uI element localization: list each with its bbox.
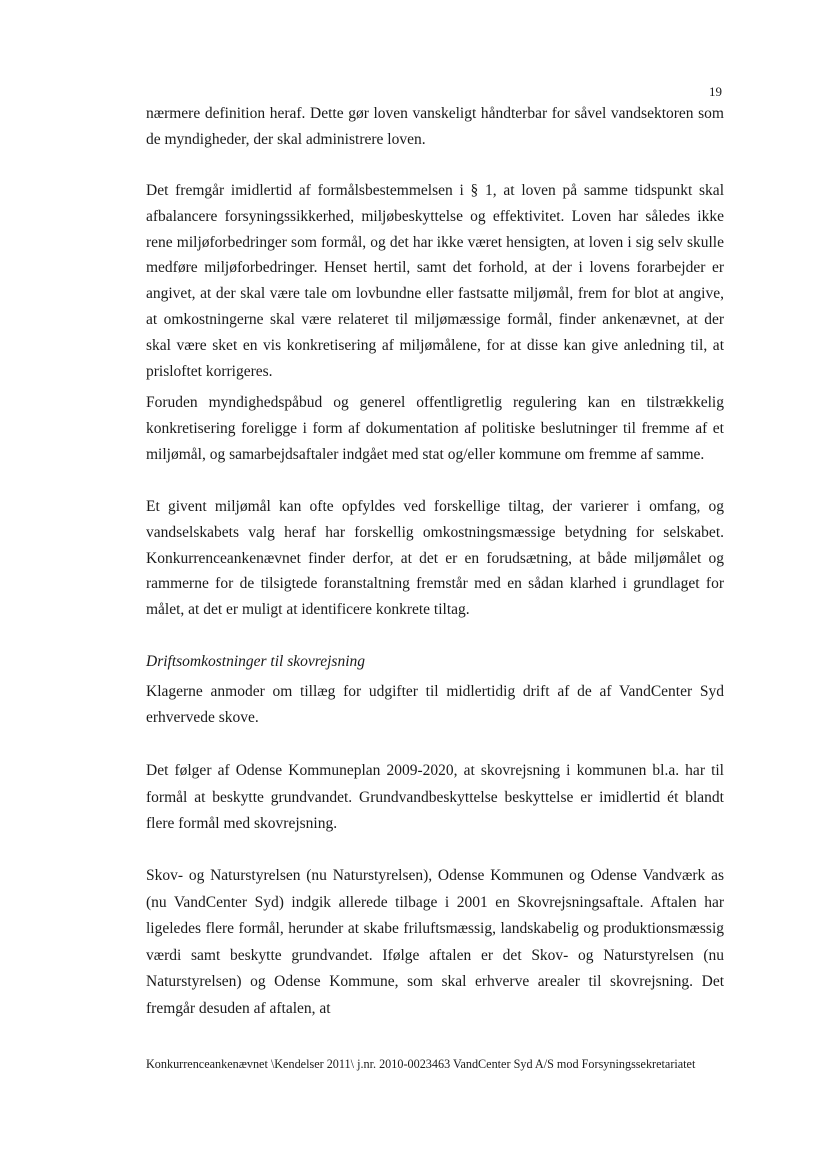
page-number: 19 [709, 84, 722, 99]
paragraph-3: Foruden myndighedspåbud og generel offentligretlig regulering kan en tilstrækkelig konkretisering foreligge i form af dokumentation af politiske beslutninger til fremme af et miljømål, og samarbejdsaftaler indgået med stat og/eller kommune om fremme af samme. [146, 394, 724, 463]
paragraph-6: Det følger af Odense Kommuneplan 2009-2020, at skovrejsning i kommunen bl.a. har til formål at beskytte grundvandet. Grundvandbeskyttelse beskyttelse er imidlertid ét blandt flere formål med skovrejsning. [146, 762, 724, 832]
section-heading: Driftsomkostninger til skovrejsning [146, 653, 365, 670]
paragraph-2: Det fremgår imidlertid af formålsbestemmelsen i § 1, at loven på samme tidspunkt skal afbalancere forsyningssikkerhed, miljøbeskyttelse og effektivitet. Loven har således ikke rene miljøforbedringer som formål, og det har ikke været hensigten, at loven i sig selv skulle medføre miljøforbedringer. Henset hertil, samt det forhold, at der i lovens forarbejder er angivet, at der skal være tale om lovbundne eller fastsatte miljømål, frem for blot at angive, at omkostningerne skal være relateret til miljømæssige formål, finder ankenævnet, at der skal være sket en vis konkretisering af miljømålene, for at disse kan give anledning til, at prisloftet korrigeres. [146, 182, 724, 380]
page-footer: Konkurrenceankenævnet \Kendelser 2011\ j.nr. 2010-0023463 VandCenter Syd A/S mod Forsyningssekretariatet [146, 1057, 696, 1071]
paragraph-5: Klagerne anmoder om tillæg for udgifter til midlertidig drift af de af VandCenter Syd erhvervede skove. [146, 683, 724, 726]
paragraph-1: nærmere definition heraf. Dette gør loven vanskeligt håndterbar for såvel vandsektoren som de myndigheder, der skal administrere loven. [146, 105, 724, 148]
paragraph-4: Et givent miljømål kan ofte opfyldes ved forskellige tiltag, der varierer i omfang, og vandselskabets valg heraf har forskellig omkostningsmæssige betydning for selskabet. Konkurrenceankenævnet finder derfor, at det er en forudsætning, at både miljømålet og rammerne for de tilsigtede foranstaltning fremstår med en sådan klarhed i grundlaget for målet, at det er muligt at identificere konkrete tiltag. [146, 498, 724, 619]
paragraph-7: Skov- og Naturstyrelsen (nu Naturstyrelsen), Odense Kommunen og Odense Vandværk as (nu VandCenter Syd) indgik allerede tilbage i 2001 en Skovrejsningsaftale. Aftalen har ligeledes flere formål, herunder at skabe friluftsmæssig, landskabelig og produktionsmæssig værdi samt beskytte grundvandet. Ifølge aftalen er det Skov- og Naturstyrelsen (nu Naturstyrelsen) og Odense Kommune, som skal erhverve arealer til skovrejsning. Det fremgår desuden af aftalen, at [146, 867, 724, 1017]
